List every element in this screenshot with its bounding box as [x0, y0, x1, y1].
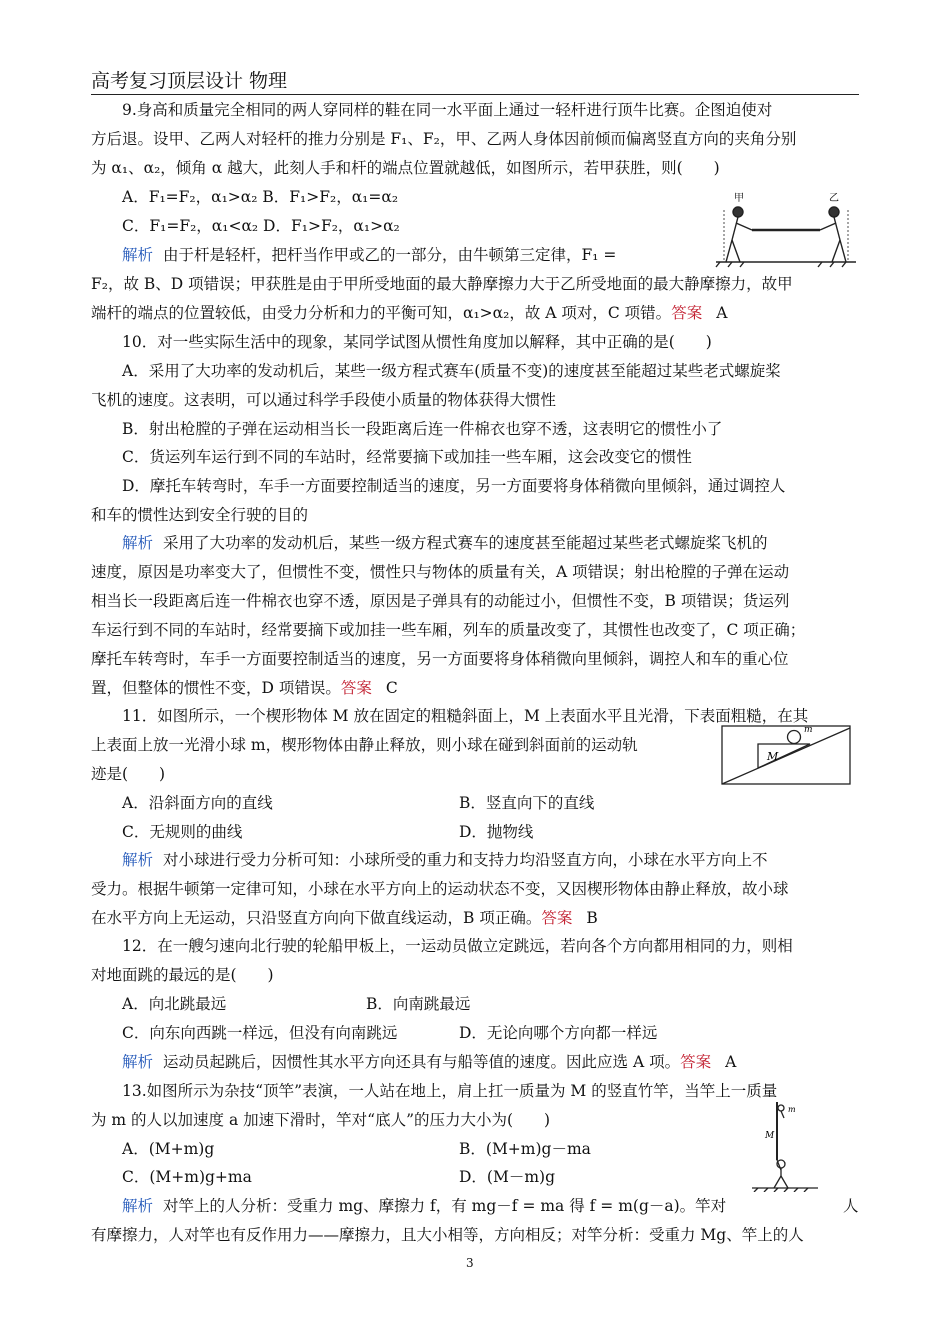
q11-wedge-incline-figure	[712, 722, 860, 788]
q10-analysis-line-2: 速度，原因是功率变大了，但惯性不变，惯性只与物体的质量有关，A 项错误；射出枪膛的子弹在运动	[91, 563, 790, 581]
q11-stem-line-1: 11．如图所示，一个楔形物体 M 放在固定的粗糙斜面上，M 上表面水平且光滑，下表面粗糙，在其	[122, 707, 809, 725]
q10-option-a-line-1: A．采用了大功率的发动机后，某些一级方程式赛车(质量不变)的速度甚至能超过某些老式螺旋桨	[122, 362, 781, 380]
q10-analysis-line-3: 相当长一段距离后连一件棉衣也穿不透，原因是子弹具有的动能过小，但惯性不变，B 项错误；货运列	[91, 592, 790, 610]
q12-option-a: A．向北跳最远	[122, 995, 227, 1013]
q13-stem-line-1: 13.如图所示为杂技“顶竿”表演，一人站在地上，肩上扛一质量为 M 的竖直竹竿，当竿上一质量	[122, 1082, 778, 1100]
q12-answer-label: 答案	[680, 1053, 712, 1071]
q11-analysis-line-3	[91, 907, 859, 929]
q12-stem-line-1: 12．在一艘匀速向北行驶的轮船甲板上，一运动员做立定跳远，若向各个方向都用相同的力，则相	[122, 937, 793, 955]
q9-analysis-text-3: 端杆的端点的位置较低，由受力分析和力的平衡可知，α₁>α₂，故 A 项对，C 项错。	[91, 304, 672, 322]
q13-analysis-line-1-tail: 人	[843, 1197, 859, 1215]
q9-analysis-line-1	[122, 244, 890, 266]
q13-fig-label-m: m	[788, 1105, 796, 1114]
q11-option-b: B．竖直向下的直线	[459, 794, 595, 812]
q13-fig-label-M: M	[765, 1131, 775, 1141]
q9-fig-label-yi: 乙	[829, 193, 839, 204]
q13-analysis-line-2: 有摩擦力，人对竿也有反作用力——摩擦力，且大小相等，方向相反；对竿分析：受重力 Mg、竿上的人	[91, 1226, 804, 1244]
q12-analysis-text: 运动员起跳后，因惯性其水平方向还具有与船等值的速度。因此应选 A 项。	[163, 1053, 681, 1071]
header-rule	[91, 94, 859, 95]
q11-answer-label: 答案	[541, 909, 573, 927]
q9-options-cd: C．F₁=F₂，α₁<α₂ D．F₁>F₂，α₁>α₂	[122, 217, 400, 235]
q13-analysis-text-1: 对竿上的人分析：受重力 mg、摩擦力 f，有 mg－f = ma 得 f = m(g－a)。竿对	[163, 1197, 727, 1215]
q10-stem-line-1: 10．对一些实际生活中的现象，某同学试图从惯性角度加以解释，其中正确的是( )	[122, 333, 712, 351]
q10-option-c: C．货运列车运行到不同的车站时，经常要摘下或加挂一些车厢，这会改变它的惯性	[122, 448, 692, 466]
q11-stem-line-3: 迹是( )	[91, 765, 166, 783]
q9-stem-line-2: 方后退。设甲、乙两人对轻杆的推力分别是 F₁、F₂，甲、乙两人身体因前倾而偏离竖直方向的夹角分别	[91, 130, 797, 148]
q11-fig-label-M: M	[767, 750, 779, 763]
q11-analysis-line-1	[122, 849, 890, 871]
q10-analysis-line-4: 车运行到不同的车站时，经常要摘下或加挂一些车厢，列车的质量改变了，其惯性也改变了，C 项正确；	[91, 621, 806, 639]
q13-option-d: D．(M－m)g	[459, 1168, 556, 1186]
q10-analysis-text-6: 置，但整体的惯性不变，D 项错误。	[91, 679, 341, 697]
q12-stem-line-2: 对地面跳的最远的是( )	[91, 966, 274, 984]
q11-analysis-text-1: 对小球进行受力分析可知：小球所受的重力和支持力均沿竖直方向，小球在水平方向上不	[163, 851, 768, 869]
q9-stem-line-3: 为 α₁、α₂，倾角 α 越大，此刻人手和杆的端点位置就越低，如图所示，若甲获胜，则( )	[91, 159, 720, 177]
q10-analysis-text-1: 采用了大功率的发动机后，某些一级方程式赛车的速度甚至能超过某些老式螺旋桨飞机的	[163, 534, 768, 552]
q9-answer-value: A	[716, 304, 728, 322]
q11-analysis-text-3: 在水平方向上无运动，只沿竖直方向向下做直线运动，B 项正确。	[91, 909, 542, 927]
q12-analysis-line-1	[122, 1051, 890, 1073]
q11-stem-line-2: 上表面上放一光滑小球 m，楔形物体由静止释放，则小球在碰到斜面前的运动轨	[91, 736, 638, 754]
q10-analysis-label: 解析	[122, 534, 154, 552]
q9-fig-label-jia: 甲	[734, 193, 744, 204]
q13-option-b: B．(M+m)g－ma	[459, 1140, 591, 1158]
q11-analysis-line-2: 受力。根据牛顿第一定律可知，小球在水平方向上的运动状态不变，又因楔形物体由静止释放，故小球	[91, 880, 789, 898]
q10-option-a-line-2: 飞机的速度。这表明，可以通过科学手段使小质量的物体获得大惯性	[91, 391, 557, 409]
q9-stem-line-1: 9.身高和质量完全相同的两人穿同样的鞋在同一水平面上通过一轻杆进行顶牛比赛。企图迫使对	[122, 101, 773, 119]
q13-stem-line-2: 为 m 的人以加速度 a 加速下滑时，竿对“底人”的压力大小为( )	[91, 1111, 551, 1129]
q12-analysis-label: 解析	[122, 1053, 154, 1071]
q9-analysis-label: 解析	[122, 246, 154, 264]
q11-answer-value: B	[586, 909, 598, 927]
q11-fig-label-m: m	[804, 725, 813, 735]
q10-answer-value: C	[385, 679, 398, 697]
q11-option-c: C．无规则的曲线	[122, 823, 243, 841]
q9-analysis-text-1: 由于杆是轻杆，把杆当作甲或乙的一部分，由牛顿第三定律，F₁ =	[163, 246, 617, 264]
q13-option-a: A．(M+m)g	[122, 1140, 215, 1158]
q10-answer-label: 答案	[340, 679, 372, 697]
q11-option-a: A．沿斜面方向的直线	[122, 794, 273, 812]
q10-option-d-line-2: 和车的惯性达到安全行驶的目的	[91, 506, 309, 524]
q12-option-c: C．向东向西跳一样远，但没有向南跳远	[122, 1024, 398, 1042]
q13-analysis-label: 解析	[122, 1197, 154, 1215]
q12-option-d: D．无论向哪个方向都一样远	[459, 1024, 658, 1042]
q13-analysis-line-1	[122, 1195, 890, 1217]
q9-options-ab: A．F₁=F₂，α₁>α₂ B．F₁>F₂，α₁=α₂	[122, 188, 399, 206]
q12-answer-value: A	[725, 1053, 737, 1071]
page-number: 3	[466, 1256, 474, 1270]
q11-analysis-label: 解析	[122, 851, 154, 869]
q10-option-d-line-1: D．摩托车转弯时，车手一方面要控制适当的速度，另一方面要将身体稍微向里倾斜，通过调控人	[122, 477, 786, 495]
q12-option-b: B．向南跳最远	[366, 995, 471, 1013]
q9-answer-label: 答案	[671, 304, 703, 322]
q11-option-d: D．抛物线	[459, 823, 534, 841]
q13-pole-figure	[750, 1098, 820, 1192]
page-header-title: 高考复习顶层设计 物理	[91, 70, 288, 92]
q13-option-c: C．(M+m)g+ma	[122, 1168, 252, 1186]
q9-analysis-line-2: F₂，故 B、D 项错误；甲获胜是由于甲所受地面的最大静摩擦力大于乙所受地面的最大静摩擦力，故甲	[91, 275, 793, 293]
q10-analysis-line-1	[122, 532, 890, 554]
q9-analysis-line-3	[91, 302, 859, 324]
q10-analysis-line-6	[91, 677, 859, 699]
q10-analysis-line-5: 摩托车转弯时，车手一方面要控制适当的速度，另一方面要将身体稍微向里倾斜，调控人和车的重心位	[91, 650, 789, 668]
q10-option-b: B．射出枪膛的子弹在运动相当长一段距离后连一件棉衣也穿不透，这表明它的惯性小了	[122, 420, 723, 438]
